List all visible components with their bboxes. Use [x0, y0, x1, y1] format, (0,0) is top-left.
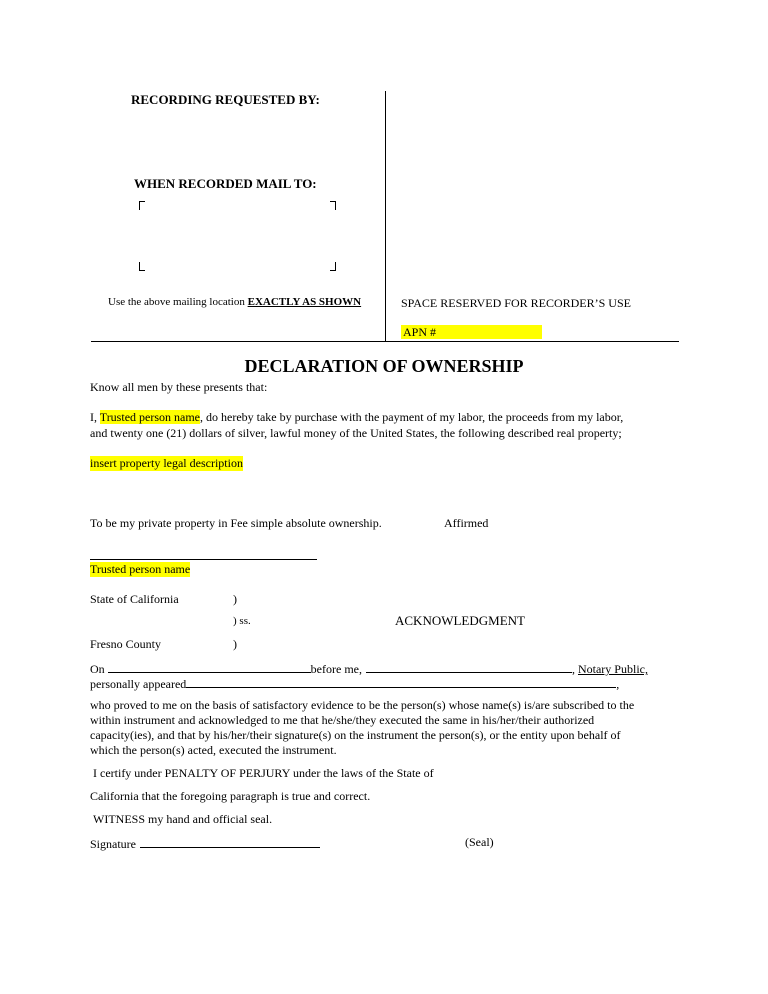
state-paren: ): [233, 592, 237, 606]
address-corner-bottom-left: [139, 262, 145, 271]
county-paren: ): [233, 637, 237, 651]
date-blank: [108, 660, 311, 673]
declaration-prefix: I,: [90, 410, 100, 424]
ack-body-line-4: which the person(s) acted, executed the instrument.: [90, 743, 337, 757]
certify-line-2: California that the foregoing paragraph is true and correct.: [90, 789, 371, 803]
state-label: State of California: [90, 592, 179, 606]
signature-label: Signature: [90, 837, 136, 851]
ownership-statement: To be my private property in Fee simple absolute ownership.: [90, 516, 382, 530]
ss-label: ) ss.: [233, 615, 251, 627]
declaration-line-2: and twenty one (21) dollars of silver, lawful money of the United States, the following described real property;: [90, 426, 622, 440]
page-title: DECLARATION OF OWNERSHIP: [244, 356, 524, 376]
when-recorded-mail-to-label: WHEN RECORDED MAIL TO:: [134, 176, 317, 191]
address-corner-bottom-right: [330, 262, 336, 271]
mailing-note: [108, 296, 361, 308]
ack-body-line-1: who proved to me on the basis of satisfactory evidence to be the person(s) whose name(s) is/are subscribed to the: [90, 698, 635, 712]
header-rule: [91, 341, 679, 342]
certify-line-1: I certify under PENALTY OF PERJURY under the laws of the State of: [93, 766, 434, 780]
personally-appeared-label: personally appeared: [90, 677, 187, 691]
recorder-divider: [385, 91, 386, 341]
affirmed-label: Affirmed: [444, 516, 489, 530]
signer-signature-line: [90, 559, 317, 560]
recording-requested-by-label: RECORDING REQUESTED BY:: [131, 92, 320, 107]
before-me-label: before me,: [310, 662, 362, 676]
mailing-note-prefix: Use the above mailing location: [108, 296, 248, 308]
mailing-note-emphasis: EXACTLY AS SHOWN: [247, 296, 362, 308]
signer-name: Trusted person name: [90, 562, 191, 576]
notary-comma: ,: [571, 662, 575, 676]
intro-text: Know all men by these presents that:: [90, 380, 268, 394]
county-label: Fresno County: [90, 637, 162, 651]
declaration-line-1: [90, 410, 623, 425]
notary-name-blank: [366, 660, 572, 673]
trusted-person-name: Trusted person name: [99, 410, 200, 424]
space-reserved-label: SPACE RESERVED FOR RECORDER’S USE: [401, 296, 631, 310]
seal-label: (Seal): [465, 835, 494, 849]
personally-appeared-line: [90, 675, 619, 692]
address-corner-top-left: [139, 201, 145, 210]
signature-line: [90, 835, 320, 852]
declaration-rest: , do hereby take by purchase with the payment of my labor, the proceeds from my labor,: [200, 410, 624, 424]
address-corner-top-right: [330, 201, 336, 210]
signature-blank: [140, 835, 320, 848]
appeared-comma: ,: [616, 677, 620, 691]
legal-description-placeholder: insert property legal description: [90, 456, 243, 470]
apn-field: APN #: [401, 325, 542, 339]
on-label: On: [90, 662, 105, 676]
acknowledgment-heading: ACKNOWLEDGMENT: [395, 613, 525, 628]
ack-body-line-3: capacity(ies), and that by his/her/their signature(s) on the instrument the person(s), or the entity upon behalf of: [90, 728, 621, 742]
notary-public-label: Notary Public,: [577, 662, 648, 676]
appeared-name-blank: [186, 675, 616, 688]
witness-line: WITNESS my hand and official seal.: [93, 812, 273, 826]
ack-body-line-2: within instrument and acknowledged to me that he/she/they executed the same in his/her/their authorized: [90, 713, 595, 727]
